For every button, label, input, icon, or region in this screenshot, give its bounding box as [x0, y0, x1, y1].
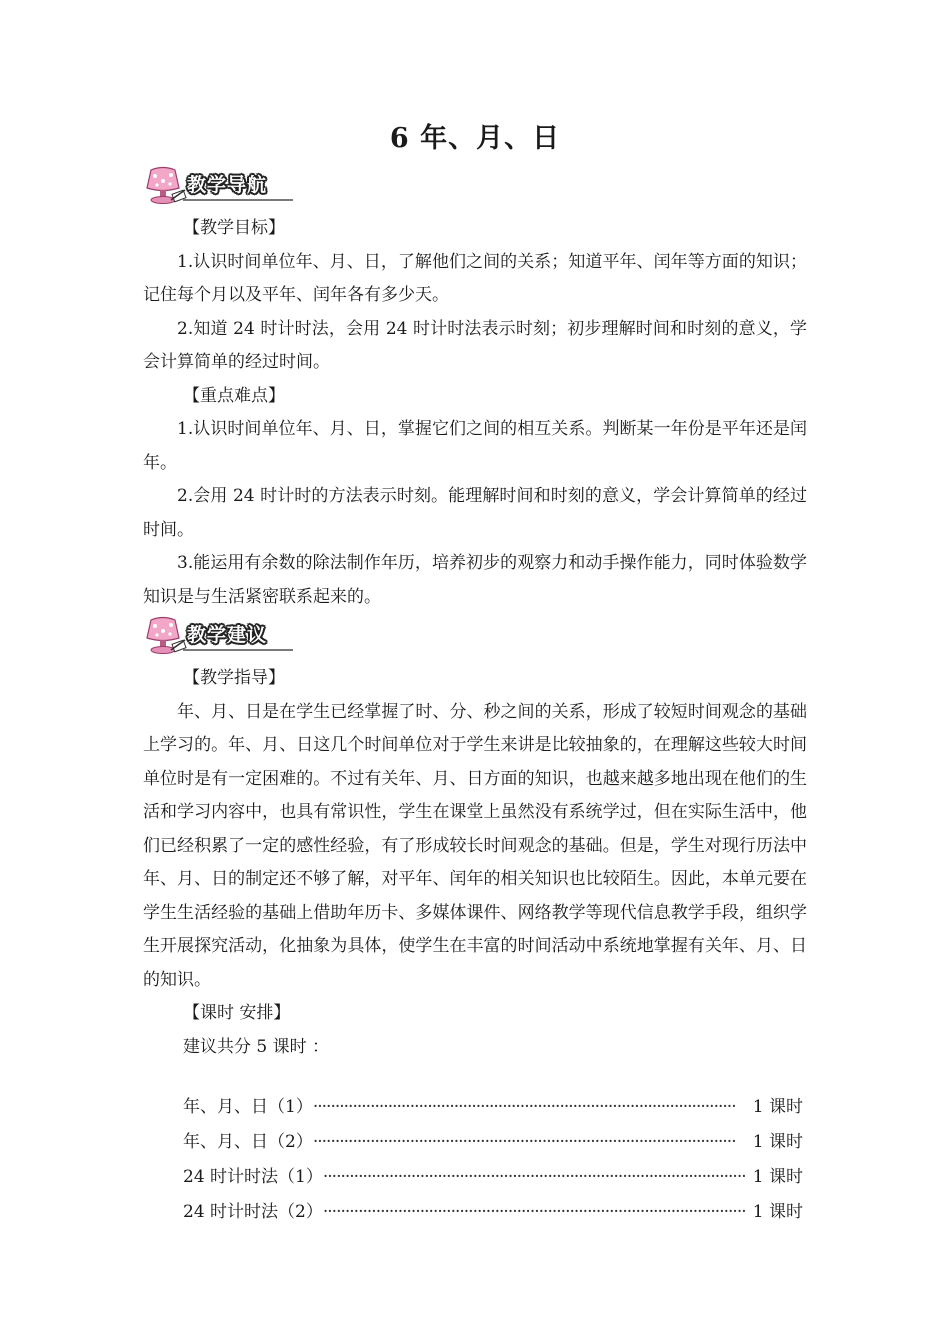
schedule-item [183, 1090, 803, 1125]
schedule-item-hours: 1 课时 [752, 1097, 803, 1117]
section-banner-guide [143, 166, 293, 206]
schedule-item-label: 24 时计时法（1） [183, 1167, 323, 1187]
schedule-intro: 建议共分 5 课时 ： [183, 1036, 330, 1057]
goals-heading: 【教学目标】 [183, 218, 285, 238]
schedule-item-label: 年、月、日（2） [183, 1132, 313, 1152]
banner-underline [183, 199, 293, 201]
schedule-heading: 【课时 安排】 [183, 1003, 291, 1023]
schedule-item-label: 24 时计时法（2） [183, 1202, 323, 1222]
leader-dots: ································································································ [312, 1097, 736, 1117]
schedule-item [183, 1125, 803, 1160]
schedule-item [183, 1195, 803, 1230]
schedule-item-hours: 1 课时 [752, 1167, 803, 1187]
goal-item: 1.认识时间单位年、月、日，了解他们之间的关系；知道平年、闰年等方面的知识；记住每个月以及平年、闰年各有多少天。 [143, 251, 807, 305]
section-banner-advice [143, 616, 293, 656]
key-point-item: 2.会用 24 时计时的方法表示时刻。能理解时间和时刻的意义，学会计算简单的经过时间。 [143, 486, 807, 540]
banner-underline [183, 649, 293, 651]
key-point-item: 3.能运用有余数的除法制作年历，培养初步的观察力和动手操作能力，同时体验数学知识是与生活紧密联系起来的。 [143, 553, 807, 607]
schedule-item-hours: 1 课时 [752, 1202, 803, 1222]
banner-label: 教学建议 [187, 624, 268, 646]
schedule-list [183, 1090, 803, 1230]
key-points-heading: 【重点难点】 [183, 385, 285, 406]
page-title: 6 年、月、日 [389, 123, 561, 154]
guidance-body: 年、月、日是在学生已经掌握了时、分、秒之间的关系，形成了较短时间观念的基础上学习的。年、月、日这几个时间单位对于学生来讲是比较抽象的，在理解这些较大时间单位时是有一定困难的。不过有关年、月、日方面的知识，也越来越多地出现在他们的生活和学习内容中，也具有常识性，学生在课堂上虽然没有系统学过，但在实际生活中，他们已经积累了一定的感性经验，有了形成较长时间观念的基础。但是，学生对现行历法中年、月、日的制定还不够了解，对平年、闰年的相关知识也比较陌生。因此，本单元要在学生生活经验的基础上借助年历卡、多媒体课件、网络教学等现代信息教学手段，组织学生开展探究活动，化抽象为具体，使学生在丰富的时间活动中系统地掌握有关年、月、日的知识。 [143, 701, 807, 990]
schedule-item-label: 年、月、日（1） [183, 1097, 313, 1117]
banner-label: 教学导航 [187, 174, 268, 196]
leader-dots: ································································································ [322, 1202, 746, 1222]
leader-dots: ································································································ [312, 1132, 736, 1152]
leader-dots: ································································································ [322, 1167, 746, 1187]
goal-item: 2.知道 24 时计时法，会用 24 时计时法表示时刻；初步理解时间和时刻的意义，学会计算简单的经过时间。 [143, 318, 807, 372]
schedule-item [183, 1160, 803, 1195]
key-point-item: 1.认识时间单位年、月、日，掌握它们之间的相互关系。判断某一年份是平年还是闰年。 [143, 419, 807, 473]
goals-block [143, 212, 807, 614]
guidance-heading: 【教学指导】 [183, 668, 285, 688]
guidance-block [143, 662, 807, 1064]
schedule-item-hours: 1 课时 [752, 1132, 803, 1152]
